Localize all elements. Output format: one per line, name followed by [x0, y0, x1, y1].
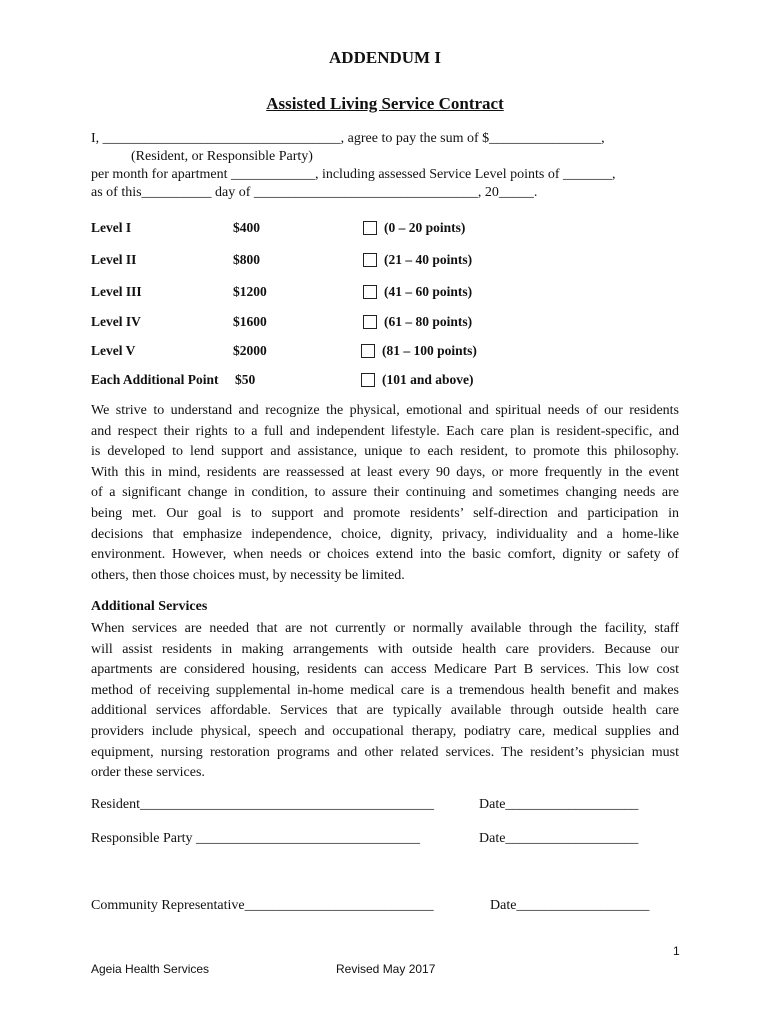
agreement-line-1: I, __________________________________, agree to pay the sum of $________________, — [91, 131, 605, 146]
paragraph-line: of a significant change in condition, to assure their continuing and sometimes changing needs are — [91, 485, 679, 501]
level-checkbox[interactable] — [363, 253, 377, 267]
level-name: Each Additional Point — [91, 372, 219, 387]
level-name: Level II — [91, 252, 137, 267]
level-points: (81 – 100 points) — [382, 343, 477, 358]
paragraph-line: When services are needed that are not currently or normally available through the facility, staff — [91, 621, 679, 636]
paragraph-line: decisions that emphasize independence, choice, dignity, privacy, individuality and a home-like — [91, 526, 679, 542]
philosophy-paragraph — [91, 401, 679, 586]
level-name: Level IV — [91, 314, 141, 329]
paragraph-line: With this in mind, residents are reassessed at least every 90 days, or more frequently in the event — [91, 464, 679, 480]
paragraph-line: will assist residents in making arrangements with outside health care providers. Because our — [91, 641, 679, 657]
level-checkbox[interactable] — [363, 315, 377, 329]
community-rep-signature-line: Community Representative___________________________ — [91, 898, 434, 913]
paragraph-line: and respect their rights to a full and independent lifestyle. Each care plan is resident-specific, and — [91, 423, 679, 439]
level-row-3 — [91, 284, 691, 304]
paragraph-line: order these services. — [91, 765, 205, 781]
level-price: $50 — [235, 372, 256, 387]
responsible-party-signature-line: Responsible Party ________________________________ — [91, 831, 420, 846]
paragraph-line: equipment, nursing restoration programs and other related services. The resident’s physician must — [91, 744, 679, 760]
paragraph-line: method of receiving supplemental in-home medical care is a tremendous health benefit and makes — [91, 682, 679, 698]
paragraph-line: apartments are considered housing, residents can access Medicare Part B services. This low cost — [91, 662, 679, 678]
level-name: Level III — [91, 284, 142, 299]
agreement-line-3: per month for apartment ____________, including assessed Service Level points of _______, — [91, 167, 616, 182]
paragraph-line: being met. Our goal is to support and promote residents’ self-direction and participation in — [91, 505, 679, 521]
level-points: (0 – 20 points) — [384, 220, 466, 235]
level-row-additional — [91, 372, 691, 392]
resident-date-line: Date___________________ — [479, 797, 639, 812]
footer-revised: Revised May 2017 — [336, 962, 436, 976]
level-row-4 — [91, 314, 691, 334]
resident-signature-line: Resident__________________________________________ — [91, 797, 434, 812]
paragraph-line: providers include physical, speech and occupational therapy, podiatry care, medical supplies and — [91, 723, 679, 739]
level-checkbox[interactable] — [361, 373, 375, 387]
paragraph-line: others, then those choices must, by necessity be limited. — [91, 567, 405, 583]
agreement-line-4: as of this__________ day of ________________________________, 20_____. — [91, 185, 538, 200]
level-name: Level I — [91, 220, 132, 235]
paragraph-line: We strive to understand and recognize the physical, emotional and spiritual needs of our residents — [91, 403, 679, 418]
level-points: (61 – 80 points) — [384, 314, 473, 329]
paragraph-line: is developed to lend support and assistance, unique to each resident, to promote this philosophy. — [91, 444, 679, 460]
additional-services-paragraph — [91, 619, 679, 784]
level-price: $1200 — [233, 284, 267, 299]
level-points: (41 – 60 points) — [384, 284, 473, 299]
responsible-party-date-line: Date___________________ — [479, 831, 639, 846]
level-price: $400 — [233, 220, 260, 235]
page-number: 1 — [673, 944, 680, 958]
level-checkbox[interactable] — [363, 221, 377, 235]
level-row-1 — [91, 220, 691, 240]
level-row-2 — [91, 252, 691, 272]
paragraph-line: additional services affordable. Services that are typically available through outside health care — [91, 703, 679, 719]
level-checkbox[interactable] — [361, 344, 375, 358]
paragraph-line: environment. However, when needs or choices extend into the basic comfort, dignity or safety of — [91, 547, 679, 563]
level-checkbox[interactable] — [363, 285, 377, 299]
additional-services-heading: Additional Services — [91, 599, 208, 614]
document-title: ADDENDUM I — [329, 48, 441, 67]
level-name: Level V — [91, 343, 136, 358]
agreement-line-2: (Resident, or Responsible Party) — [131, 149, 313, 164]
level-price: $800 — [233, 252, 260, 267]
level-price: $1600 — [233, 314, 267, 329]
level-row-5 — [91, 343, 691, 363]
level-price: $2000 — [233, 343, 267, 358]
community-rep-date-line: Date___________________ — [490, 898, 650, 913]
footer-company: Ageia Health Services — [91, 962, 210, 976]
document-subtitle: Assisted Living Service Contract — [266, 94, 504, 113]
level-points: (21 – 40 points) — [384, 252, 473, 267]
level-points: (101 and above) — [382, 372, 474, 387]
